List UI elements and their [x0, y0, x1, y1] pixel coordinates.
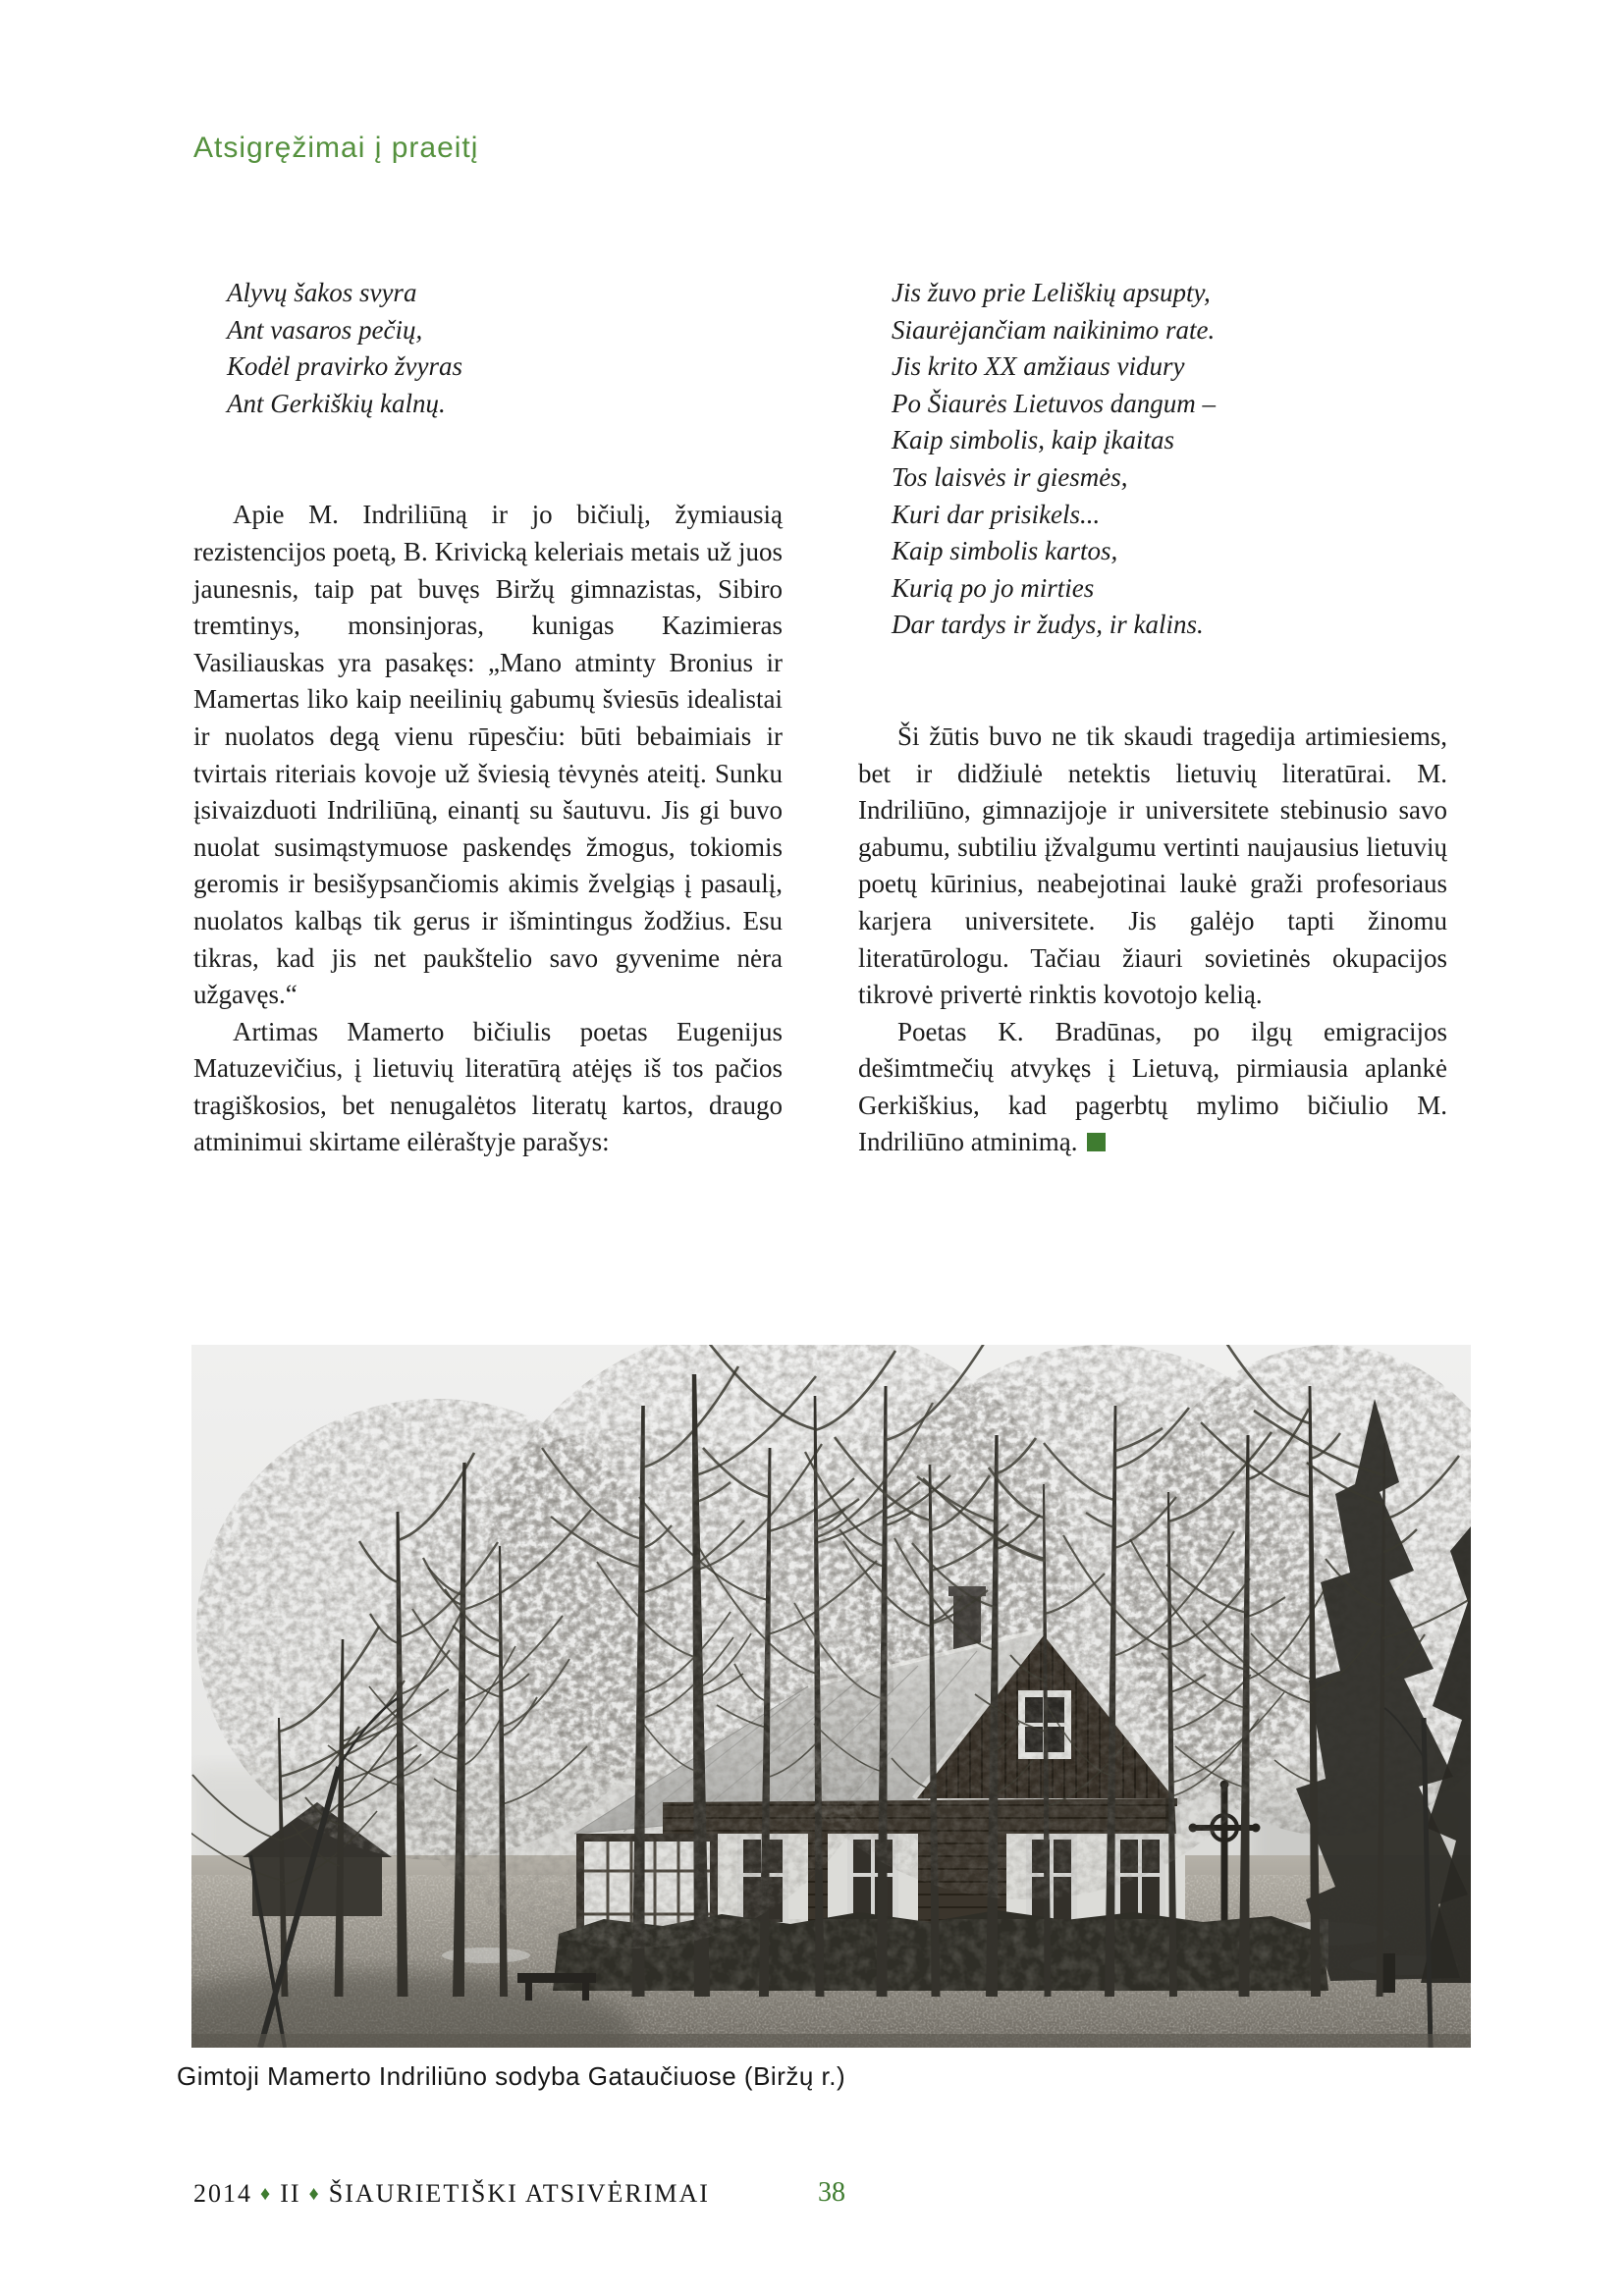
homestead-photo-illustration	[191, 1345, 1471, 2048]
diamond-icon: ♦	[260, 2183, 273, 2205]
footer-journal-title: ŠIAURIETIŠKI ATSIVĖRIMAI	[328, 2179, 710, 2208]
poem-line: Kaip simbolis kartos,	[892, 536, 1118, 566]
end-of-article-marker	[1087, 1133, 1106, 1151]
para: Apie M. Indriliūną ir jo bičiulį, žymiausią rezistencijos poetą, B. Krivicką keleriais metais už juos jaunesnis, taip pat buvęs Biržų gimnazistas, Sibiro tremtinys, monsinjoras, kunigas Kazimieras Vasiliauskas yra pasakęs: „Mano atminty Bronius ir Mamertas liko kaip neeilinių gabumų šviesūs idealistai ir nuolatos degą vienu rūpesčiu: būti bebaimiais ir tvirtais riteriais kovoje už šviesią tėvynės ateitį. Sunku įsivaizduoti Indriliūną, einantį su šautuvu. Jis gi buvo nuolat susimąstymuose paskendęs žmogus, tokiomis geromis ir besišypsančiomis akimis žvelgiąs į pasaulį, nuolatos kalbąs tik gerus ir išmintingus žodžius. Esu tikras, kad jis net paukštelio savo gyvenime nėra užgavęs.“	[193, 500, 783, 1010]
poem-line: Ant vasaros pečių,	[227, 314, 423, 345]
page-number: 38	[818, 2177, 845, 2208]
poem-line: Kurią po jo mirties	[892, 572, 1095, 603]
left-column	[193, 275, 783, 1161]
para: Poetas K. Bradūnas, po ilgų emigracijos dešimtmečių atvykęs į Lietuvą, pirmiausia aplankė Gerkiškius, kad pagerbtų mylimo bičiulio M. Indriliūno atminimą.	[858, 1016, 1447, 1157]
diamond-icon: ♦	[308, 2183, 321, 2205]
photo-caption: Gimtoji Mamerto Indriliūno sodyba Gataučiuose (Biržų r.)	[177, 2061, 846, 2091]
right-column	[858, 275, 1447, 1161]
poem-line: Kuri dar prisikels...	[892, 499, 1101, 529]
poem-line: Ant Gerkiškių kalnų.	[227, 388, 446, 418]
poem-line: Dar tardys ir žudys, ir kalins.	[892, 610, 1204, 640]
homestead-photo	[191, 1345, 1471, 2048]
poem-line: Po Šiaurės Lietuvos dangum –	[892, 388, 1216, 418]
para: Ši žūtis buvo ne tik skaudi tragedija artimiesiems, bet ir didžiulė netektis lietuvių literatūrai. M. Indriliūno, gimnazijoje ir universitete stebinusio savo gabumu, subtiliu įžvalgumu vertinti naujausius lietuvių poetų kūrinius, neabejotinai laukė graži profesoriaus karjera universitete. Jis galėjo tapti žinomu literatūrologu. Tačiau žiauri sovietinės okupacijos tikrovė privertė rinktis kovotojo kelią.	[858, 721, 1447, 1010]
section-header: Atsigręžimai į praeitį	[193, 132, 479, 164]
left-column-paragraphs	[193, 497, 783, 1161]
para: Artimas Mamerto bičiulis poetas Eugenijus Matuzevičius, į lietuvių literatūrą atėjęs iš tos pačios tragiškosios, bet nenugalėtos literatų kartos, draugo atminimui skirtame eilėraštyje parašys:	[193, 1016, 783, 1157]
poem-line: Kaip simbolis, kaip įkaitas	[892, 425, 1175, 455]
poem-line: Jis krito XX amžiaus vidury	[892, 351, 1185, 382]
left-poem	[227, 275, 783, 422]
poem-line: Jis žuvo prie Leliškių apsupty,	[892, 278, 1211, 307]
poem-line: Tos laisvės ir giesmės,	[892, 461, 1128, 492]
right-column-paragraphs	[858, 719, 1447, 1161]
footer-issue: II	[280, 2179, 301, 2208]
footer-year: 2014	[193, 2179, 252, 2208]
poem-line: Siaurėjančiam naikinimo rate.	[892, 314, 1216, 345]
right-poem	[892, 275, 1447, 644]
poem-line: Alyvų šakos svyra	[227, 278, 417, 307]
footer	[193, 2179, 710, 2209]
poem-line: Kodėl pravirko žvyras	[227, 351, 462, 382]
